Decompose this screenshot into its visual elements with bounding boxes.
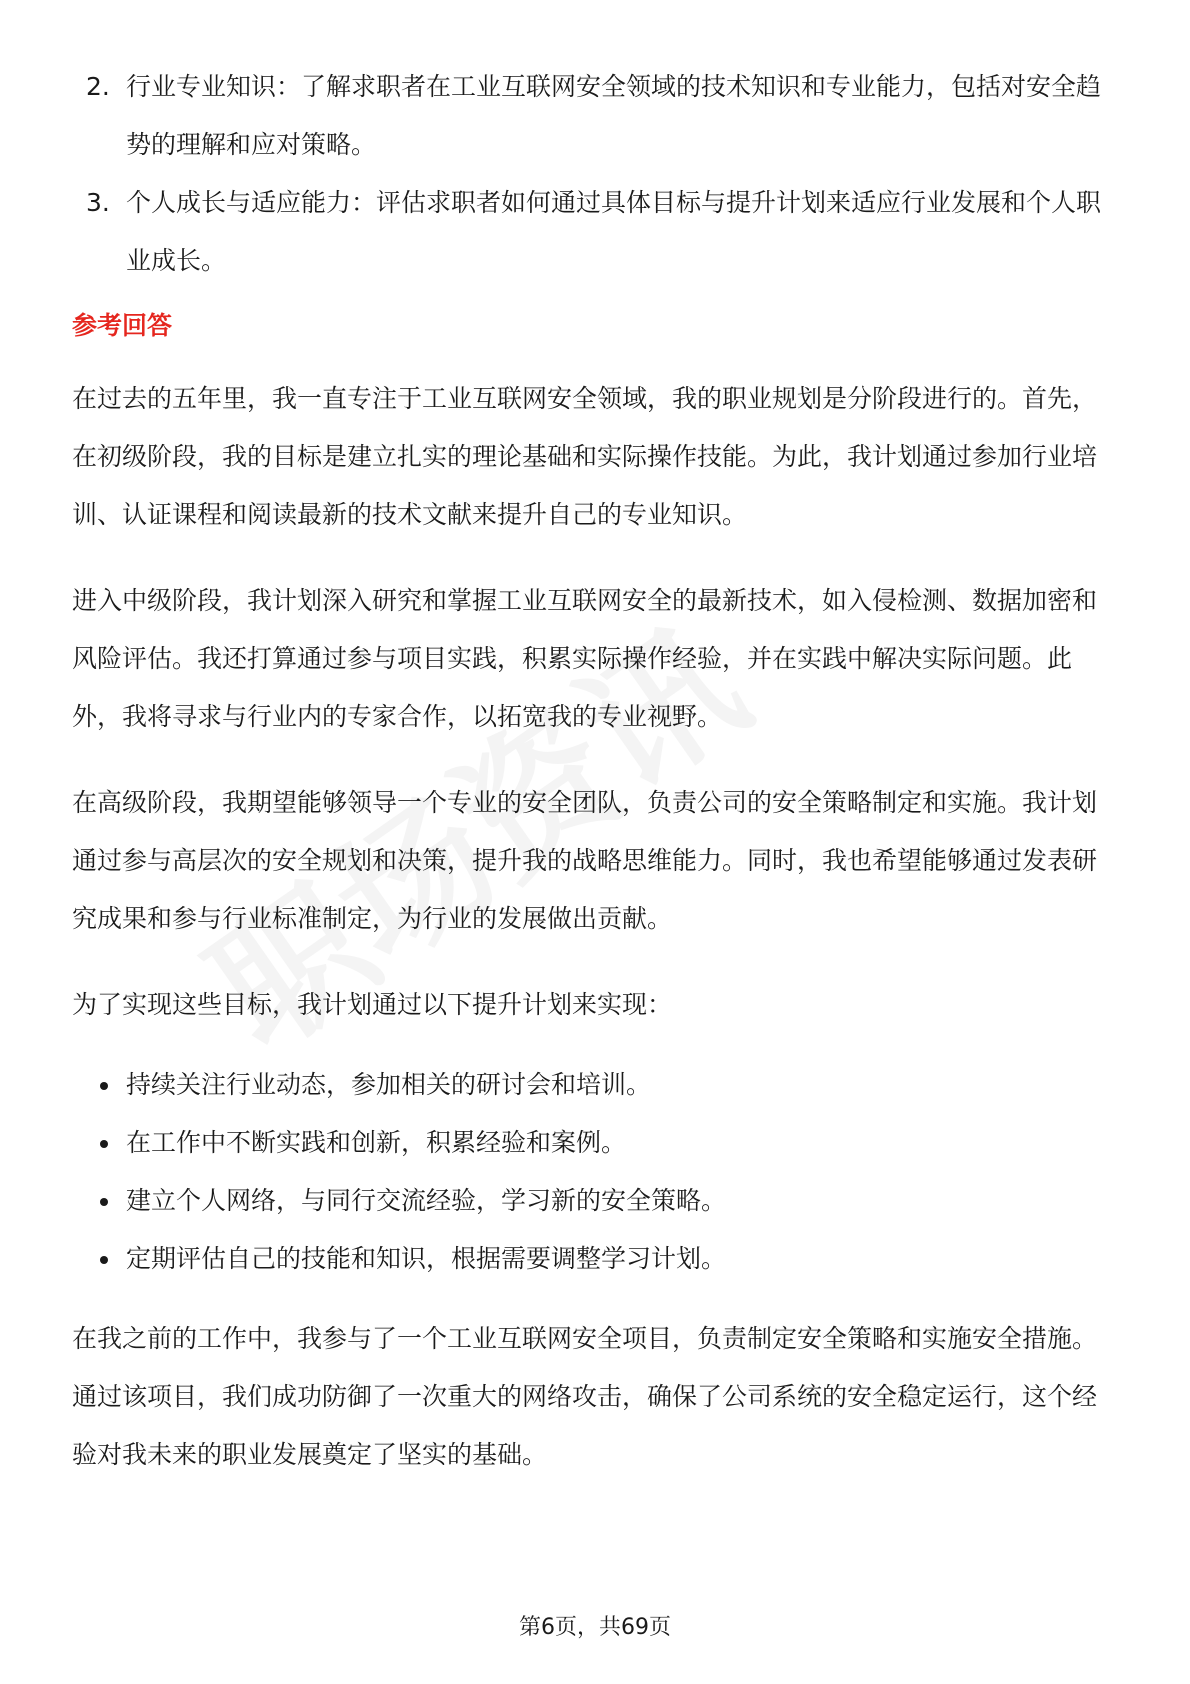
page-footer: 第6页，共69页 (519, 1615, 671, 1640)
bullet-item (72, 1230, 1118, 1288)
bullet-dot-icon (100, 1082, 108, 1090)
ordered-list (72, 58, 1118, 290)
list-number: 3. (86, 188, 110, 217)
closing-paragraph: 在我之前的工作中，我参与了一个工业互联网安全项目，负责制定安全策略和实施安全措施。通过该项目，我们成功防御了一次重大的网络攻击，确保了公司系统的安全稳定运行，这个经验对我未来的职业发展奠定了坚实的基础。 (72, 1324, 1098, 1469)
bullet-text: 建立个人网络，与同行交流经验，学习新的安全策略。 (126, 1186, 727, 1215)
list-item (72, 174, 1118, 290)
bullet-list (72, 1056, 1118, 1288)
paragraph: 在过去的五年里，我一直专注于工业互联网安全领域，我的职业规划是分阶段进行的。首先，在初级阶段，我的目标是建立扎实的理论基础和实际操作技能。为此，我计划通过参加行业培训、认证课程和阅读最新的技术文献来提升自己的专业知识。 (72, 384, 1098, 529)
list-item (72, 58, 1118, 174)
paragraph: 在高级阶段，我期望能够领导一个专业的安全团队，负责公司的安全策略制定和实施。我计划通过参与高层次的安全规划和决策，提升我的战略思维能力。同时，我也希望能够通过发表研究成果和参与行业标准制定，为行业的发展做出贡献。 (72, 788, 1098, 933)
page-content (72, 58, 1118, 1512)
bullet-text: 在工作中不断实践和创新，积累经验和案例。 (126, 1128, 627, 1157)
list-number: 2. (86, 72, 110, 101)
list-item-text: 个人成长与适应能力：评估求职者如何通过具体目标与提升计划来适应行业发展和个人职业成长。 (126, 188, 1102, 275)
bullet-item (72, 1172, 1118, 1230)
bullet-text: 持续关注行业动态，参加相关的研讨会和培训。 (126, 1070, 652, 1099)
bullet-item (72, 1056, 1118, 1114)
section-heading: 参考回答 (72, 311, 173, 340)
bullet-item (72, 1114, 1118, 1172)
paragraph: 进入中级阶段，我计划深入研究和掌握工业互联网安全的最新技术，如入侵检测、数据加密和风险评估。我还打算通过参与项目实践，积累实际操作经验，并在实践中解决实际问题。此外，我将寻求与行业内的专家合作，以拓宽我的专业视野。 (72, 586, 1098, 731)
bullet-dot-icon (100, 1198, 108, 1206)
bullet-dot-icon (100, 1256, 108, 1264)
paragraph: 为了实现这些目标，我计划通过以下提升计划来实现： (72, 990, 673, 1019)
bullet-dot-icon (100, 1140, 108, 1148)
list-item-text: 行业专业知识：了解求职者在工业互联网安全领域的技术知识和专业能力，包括对安全趋势的理解和应对策略。 (126, 72, 1102, 159)
bullet-text: 定期评估自己的技能和知识，根据需要调整学习计划。 (126, 1244, 727, 1273)
